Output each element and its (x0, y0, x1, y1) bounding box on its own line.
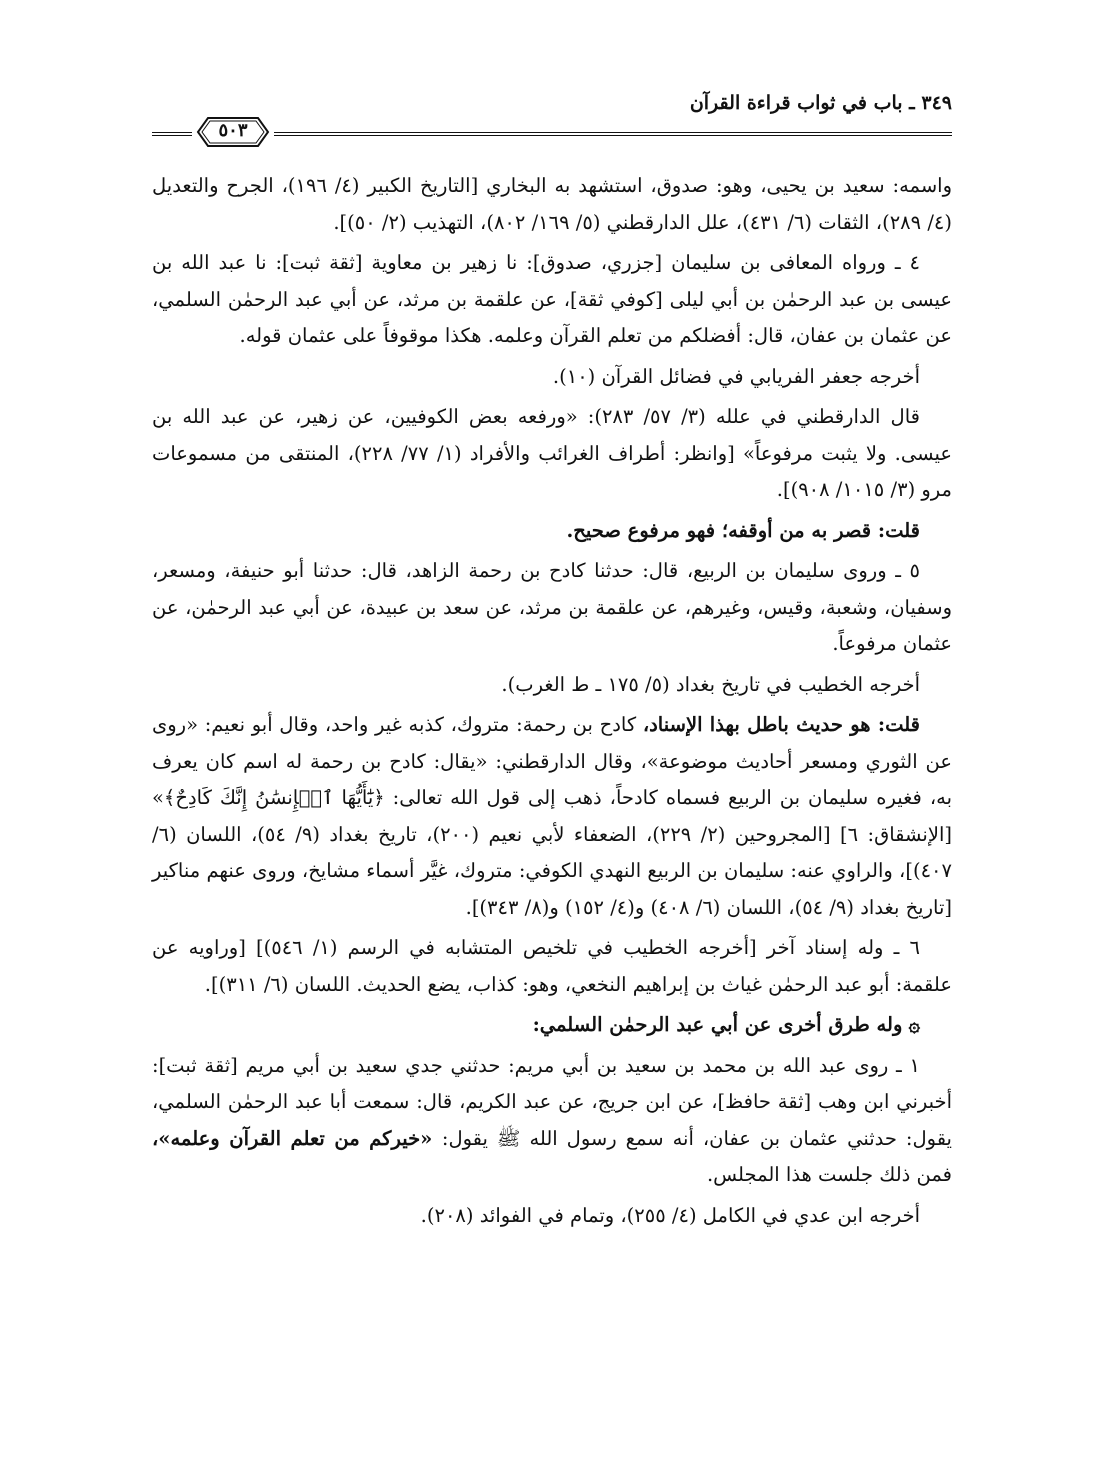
document-body (152, 168, 952, 1238)
paragraph-text: ١ ـ روى عبد الله بن محمد بن سعيد بن أبي مريم: حدثني جدي سعيد بن أبي مريم [ثقة ثبت]: أخبرني ابن وهب [ثقة حافظ]، عن ابن جريج، عن عبد الكريم، قال: سمعت أبا عبد الرحمٰن السلمي، يقول: حدثني عثمان بن عفان، أنه سمع رسول الله ﷺ يقول: (152, 1053, 952, 1150)
paragraph-8 (152, 707, 952, 926)
paragraph-4 (152, 399, 952, 509)
paragraph-2 (152, 245, 952, 355)
hadith-quote-bold: «خيركم من تعلم القرآن وعلمه»، (152, 1126, 442, 1150)
paragraph-text: أخرجه جعفر الفريابي في فضائل القرآن (١٠). (552, 364, 920, 388)
paragraph-text: ٥ ـ وروى سليمان بن الربيع، قال: حدثنا كادح بن رحمة الزاهد، قال: حدثنا أبو حنيفة، ومسعر، وسفيان، وشعبة، وقيس، وغيرهم، عن علقمة بن مرثد، عن سعد بن عبيدة، عن أبي عبد الرحمٰن، عن عثمان مرفوعاً. (152, 559, 952, 655)
page-number-badge (194, 114, 272, 150)
paragraph-text: فمن ذلك جلست هذا المجلس. (706, 1163, 952, 1186)
paragraph-10 (152, 1007, 952, 1044)
paragraph-5 (152, 513, 952, 550)
page-number: ٥٠٣ (218, 120, 248, 141)
paragraph-lead-bold: قلت: هو حديث باطل بهذا الإسناد، (642, 713, 921, 736)
paragraph-1 (152, 168, 952, 241)
paragraph-7 (152, 667, 952, 704)
paragraph-text: واسمه: سعيد بن يحيى، وهو: صدوق، استشهد به البخاري [التاريخ الكبير (٤/ ١٩٦)، الجرح والتعديل (٤/ ٢٨٩)، الثقات (٦/ ٤٣١)، علل الدارقطني (٥/ ١٦٩/ ٨٠٢)، التهذيب (٢/ ٥٠)]. (152, 174, 952, 234)
flower-bullet-icon: ۞ (908, 1013, 920, 1036)
section-heading: وله طرق أخرى عن أبي عبد الرحمٰن السلمي: (532, 1013, 903, 1036)
paragraph-11 (152, 1048, 952, 1194)
page-header (152, 92, 952, 140)
paragraph-text: ٦ ـ وله إسناد آخر [أخرجه الخطيب في تلخيص المتشابه في الرسم (١/ ٥٤٦)] [وراويه عن علقمة: أبو عبد الرحمٰن غياث بن إبراهيم النخعي، وهو: كذاب، يضع الحديث. اللسان (٦/ ٣١١)]. (152, 936, 952, 996)
paragraph-text: أخرجه الخطيب في تاريخ بغداد (٥/ ١٧٥ ـ ط الغرب). (501, 672, 920, 696)
paragraph-12 (152, 1198, 952, 1235)
paragraph-text: قال الدارقطني في علله (٣/ ٥٧/ ٢٨٣): «ورفعه بعض الكوفيين، عن زهير، عن عبد الله بن عيسى. ولا يثبت مرفوعاً» [وانظر: أطراف الغرائب والأفراد (١/ ٧٧/ ٢٢٨)، المنتقى من مسموعات مرو (٣/ ١٠١٥/ ٩٠٨)]. (152, 405, 952, 501)
paragraph-9 (152, 930, 952, 1003)
header-rule-left (152, 132, 192, 136)
paragraph-text: أخرجه ابن عدي في الكامل (٤/ ٢٥٥)، وتمام في الفوائد (٢٠٨). (420, 1203, 920, 1227)
header-rule-right (274, 132, 952, 136)
running-title: ٣٤٩ ـ باب في ثواب قراءة القرآن (689, 92, 952, 114)
paragraph-lead-bold: قلت: قصر به من أوقفه؛ فهو مرفوع صحيح. (566, 518, 920, 542)
paragraph-3 (152, 359, 952, 396)
paragraph-text: كادح بن رحمة: متروك، كذبه غير واحد، وقال أبو نعيم: «روى عن الثوري ومسعر أحاديث موضوعة»، وقال الدارقطني: «يقال: كادح بن رحمة له اسم كان يعرف به، فغيره سليمان بن الربيع فسماه كادحاً، ذهب إلى قول الله تعالى: ﴿يَٰٓأَيُّهَا ٱلۡإِنسَٰنُ إِنَّكَ كَادِحٌ﴾» [الإنشقاق: ٦] [المجروحين (٢/ ٢٢٩)، الضعفاء لأبي نعيم (٢٠٠)، تاريخ بغداد (٩/ ٥٤)، اللسان (٦/ ٤٠٧)]، والراوي عنه: سليمان بن الربيع النهدي الكوفي: متروك، غيَّر أسماء مشايخ، وروى عنهم مناكير [تاريخ بغداد (٩/ ٥٤)، اللسان (٦/ ٤٠٨) و(٤/ ١٥٢) و(٨/ ٣٤٣)]. (152, 713, 952, 919)
paragraph-text: ٤ ـ ورواه المعافى بن سليمان [جزري، صدوق]: نا زهير بن معاوية [ثقة ثبت]: نا عبد الله بن عيسى بن عبد الرحمٰن بن أبي ليلى [كوفي ثقة]، عن علقمة بن مرثد، عن أبي عبد الرحمٰن السلمي، عن عثمان بن عفان، قال: أفضلكم من تعلم القرآن وعلمه. هكذا موقوفاً على عثمان قوله. (152, 251, 952, 347)
paragraph-6 (152, 553, 952, 663)
